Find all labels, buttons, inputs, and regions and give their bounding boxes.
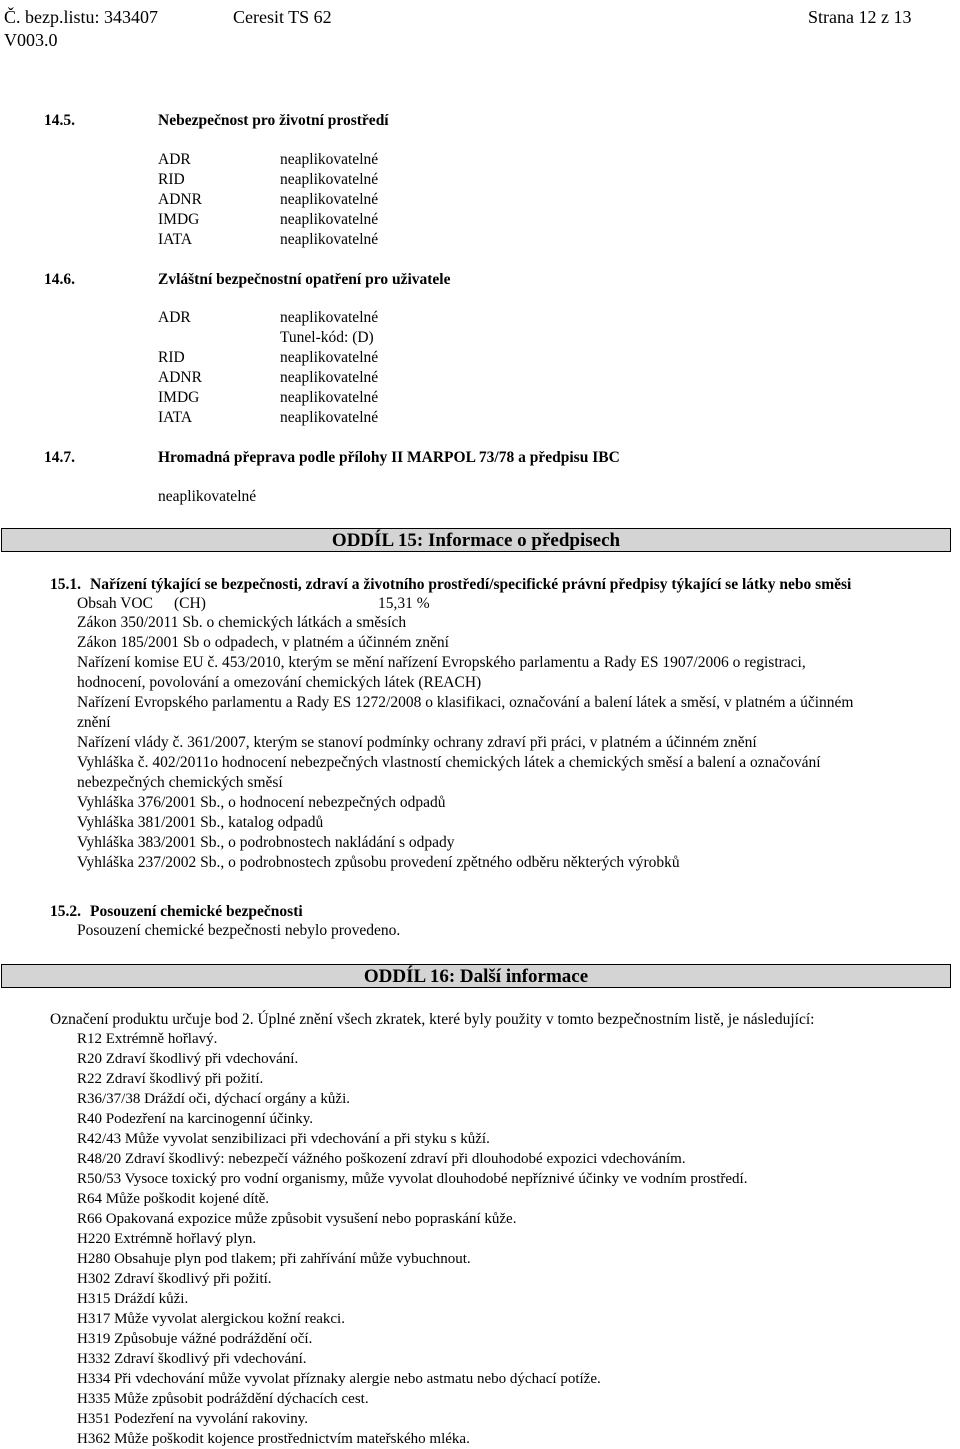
transport-mode: RID	[158, 171, 185, 188]
transport-value: neaplikovatelné	[280, 151, 379, 168]
regulation-line: Zákon 350/2011 Sb. o chemických látkách a směsích	[77, 614, 407, 631]
s15-2-number: 15.2.	[50, 903, 81, 920]
phrase-list	[77, 1029, 747, 1449]
regulation-list	[77, 613, 853, 873]
s14-5-modes	[158, 150, 202, 250]
tunnel-code: Tunel-kód: (D)	[280, 329, 374, 346]
version: V003.0	[4, 30, 58, 50]
voc-value: 15,31 %	[378, 595, 430, 612]
transport-mode: IMDG	[158, 389, 200, 406]
page-number: Strana 12 z 13	[808, 7, 912, 27]
regulation-line: Vyhláška 383/2001 Sb., o podrobnostech nakládání s odpady	[77, 834, 455, 851]
transport-value: neaplikovatelné	[280, 191, 379, 208]
section-15-heading: ODDÍL 15: Informace o předpisech	[1, 528, 951, 552]
phrase: R20 Zdraví škodlivý při vdechování.	[77, 1051, 299, 1067]
regulation-line: hodnocení, povolování a omezování chemických látek (REACH)	[77, 674, 482, 691]
voc-unit: (CH)	[174, 595, 206, 612]
regulation-line: nebezpečných chemických směsí	[77, 774, 283, 791]
regulation-line: Vyhláška 237/2002 Sb., o podrobnostech způsobu provedení zpětného odběru některých výrobků	[77, 854, 680, 871]
s16-intro: Označení produktu určuje bod 2. Úplné znění všech zkratek, které byly použity v tomto bezpečnostním listě, je následující:	[50, 1011, 815, 1028]
transport-value: neaplikovatelné	[280, 231, 379, 248]
regulation-line: znění	[77, 714, 111, 731]
s14-6-title: Zvláštní bezpečnostní opatření pro uživatele	[158, 271, 451, 288]
voc-label: Obsah VOC	[77, 595, 153, 612]
phrase: R22 Zdraví škodlivý při požití.	[77, 1071, 264, 1087]
transport-value: neaplikovatelné	[280, 309, 379, 326]
regulation-line: Zákon 185/2001 Sb o odpadech, v platném a účinném znění	[77, 634, 449, 651]
regulation-line: Nařízení Evropského parlamentu a Rady ES 1272/2008 o klasifikaci, označování a balení látek a směsí, v platném a účinném	[77, 694, 854, 711]
phrase: R40 Podezření na karcinogenní účinky.	[77, 1111, 314, 1127]
phrase: H351 Podezření na vyvolání rakoviny.	[77, 1411, 309, 1427]
transport-mode: IMDG	[158, 211, 200, 228]
regulation-line: Vyhláška 376/2001 Sb., o hodnocení nebezpečných odpadů	[77, 794, 446, 811]
s14-5-title: Nebezpečnost pro životní prostředí	[158, 112, 389, 129]
s14-7-value: neaplikovatelné	[158, 488, 257, 505]
transport-value: neaplikovatelné	[280, 171, 379, 188]
phrase: R42/43 Může vyvolat senzibilizaci při vdechování a při styku s kůží.	[77, 1131, 490, 1147]
s14-5-values	[280, 150, 378, 250]
product-name: Ceresit TS 62	[233, 7, 332, 27]
section-16-heading: ODDÍL 16: Další informace	[1, 964, 951, 988]
transport-mode: IATA	[158, 409, 193, 426]
s14-7-number: 14.7.	[44, 449, 75, 466]
phrase: R12 Extrémně hořlavý.	[77, 1031, 218, 1047]
phrase: H319 Způsobuje vážné podráždění očí.	[77, 1331, 313, 1347]
transport-value: neaplikovatelné	[280, 349, 379, 366]
s14-5-number: 14.5.	[44, 112, 75, 129]
s14-6-number: 14.6.	[44, 271, 75, 288]
phrase: H315 Dráždí kůži.	[77, 1291, 189, 1307]
transport-mode: ADNR	[158, 191, 202, 208]
transport-mode: RID	[158, 349, 185, 366]
transport-mode: ADNR	[158, 369, 202, 386]
phrase: H334 Při vdechování může vyvolat příznaky alergie nebo astmatu nebo dýchací potíže.	[77, 1371, 601, 1387]
s15-1-title: Nařízení týkající se bezpečnosti, zdraví a životního prostředí/specifické právní předpisy týkající se látky nebo směsi	[90, 576, 852, 593]
phrase: H220 Extrémně hořlavý plyn.	[77, 1231, 257, 1247]
s15-2-text: Posouzení chemické bezpečnosti nebylo provedeno.	[77, 922, 401, 939]
transport-value: neaplikovatelné	[280, 369, 379, 386]
transport-value: neaplikovatelné	[280, 389, 379, 406]
sheet-number: Č. bezp.listu: 343407	[4, 7, 158, 27]
phrase: H332 Zdraví škodlivý při vdechování.	[77, 1351, 307, 1367]
transport-value: neaplikovatelné	[280, 409, 379, 426]
s14-6-values	[280, 308, 378, 428]
s14-6-modes	[158, 308, 202, 428]
phrase: R50/53 Vysoce toxický pro vodní organismy, může vyvolat dlouhodobé nepříznivé účinky ve vodním prostředí.	[77, 1171, 748, 1187]
regulation-line: Nařízení vlády č. 361/2007, kterým se stanoví podmínky ochrany zdraví při práci, v platném a účinném znění	[77, 734, 757, 751]
s15-2-title: Posouzení chemické bezpečnosti	[90, 903, 303, 920]
transport-mode: IATA	[158, 231, 193, 248]
phrase: H317 Může vyvolat alergickou kožní reakci.	[77, 1311, 345, 1327]
phrase: H335 Může způsobit podráždění dýchacích cest.	[77, 1391, 369, 1407]
transport-value: neaplikovatelné	[280, 211, 379, 228]
transport-mode: ADR	[158, 151, 191, 168]
phrase: R36/37/38 Dráždí oči, dýchací orgány a kůži.	[77, 1091, 350, 1107]
phrase: H302 Zdraví škodlivý při požití.	[77, 1271, 272, 1287]
phrase: R66 Opakovaná expozice může způsobit vysušení nebo popraskání kůže.	[77, 1211, 517, 1227]
phrase: H280 Obsahuje plyn pod tlakem; při zahřívání může vybuchnout.	[77, 1251, 471, 1267]
s15-1-number: 15.1.	[50, 576, 81, 593]
s14-7-title: Hromadná přeprava podle přílohy II MARPOL 73/78 a předpisu IBC	[158, 449, 620, 466]
regulation-line: Vyhláška 381/2001 Sb., katalog odpadů	[77, 814, 324, 831]
regulation-line: Nařízení komise EU č. 453/2010, kterým se mění nařízení Evropského parlamentu a Rady ES 1907/2006 o registraci,	[77, 654, 806, 671]
phrase: H362 Může poškodit kojence prostřednictvím mateřského mléka.	[77, 1431, 470, 1447]
phrase: R48/20 Zdraví škodlivý: nebezpečí vážného poškození zdraví při dlouhodobé expozici vdechováním.	[77, 1151, 686, 1167]
phrase: R64 Může poškodit kojené dítě.	[77, 1191, 270, 1207]
transport-mode: ADR	[158, 309, 191, 326]
regulation-line: Vyhláška č. 402/2011o hodnocení nebezpečných vlastností chemických látek a chemických směsí a balení a označování	[77, 754, 821, 771]
